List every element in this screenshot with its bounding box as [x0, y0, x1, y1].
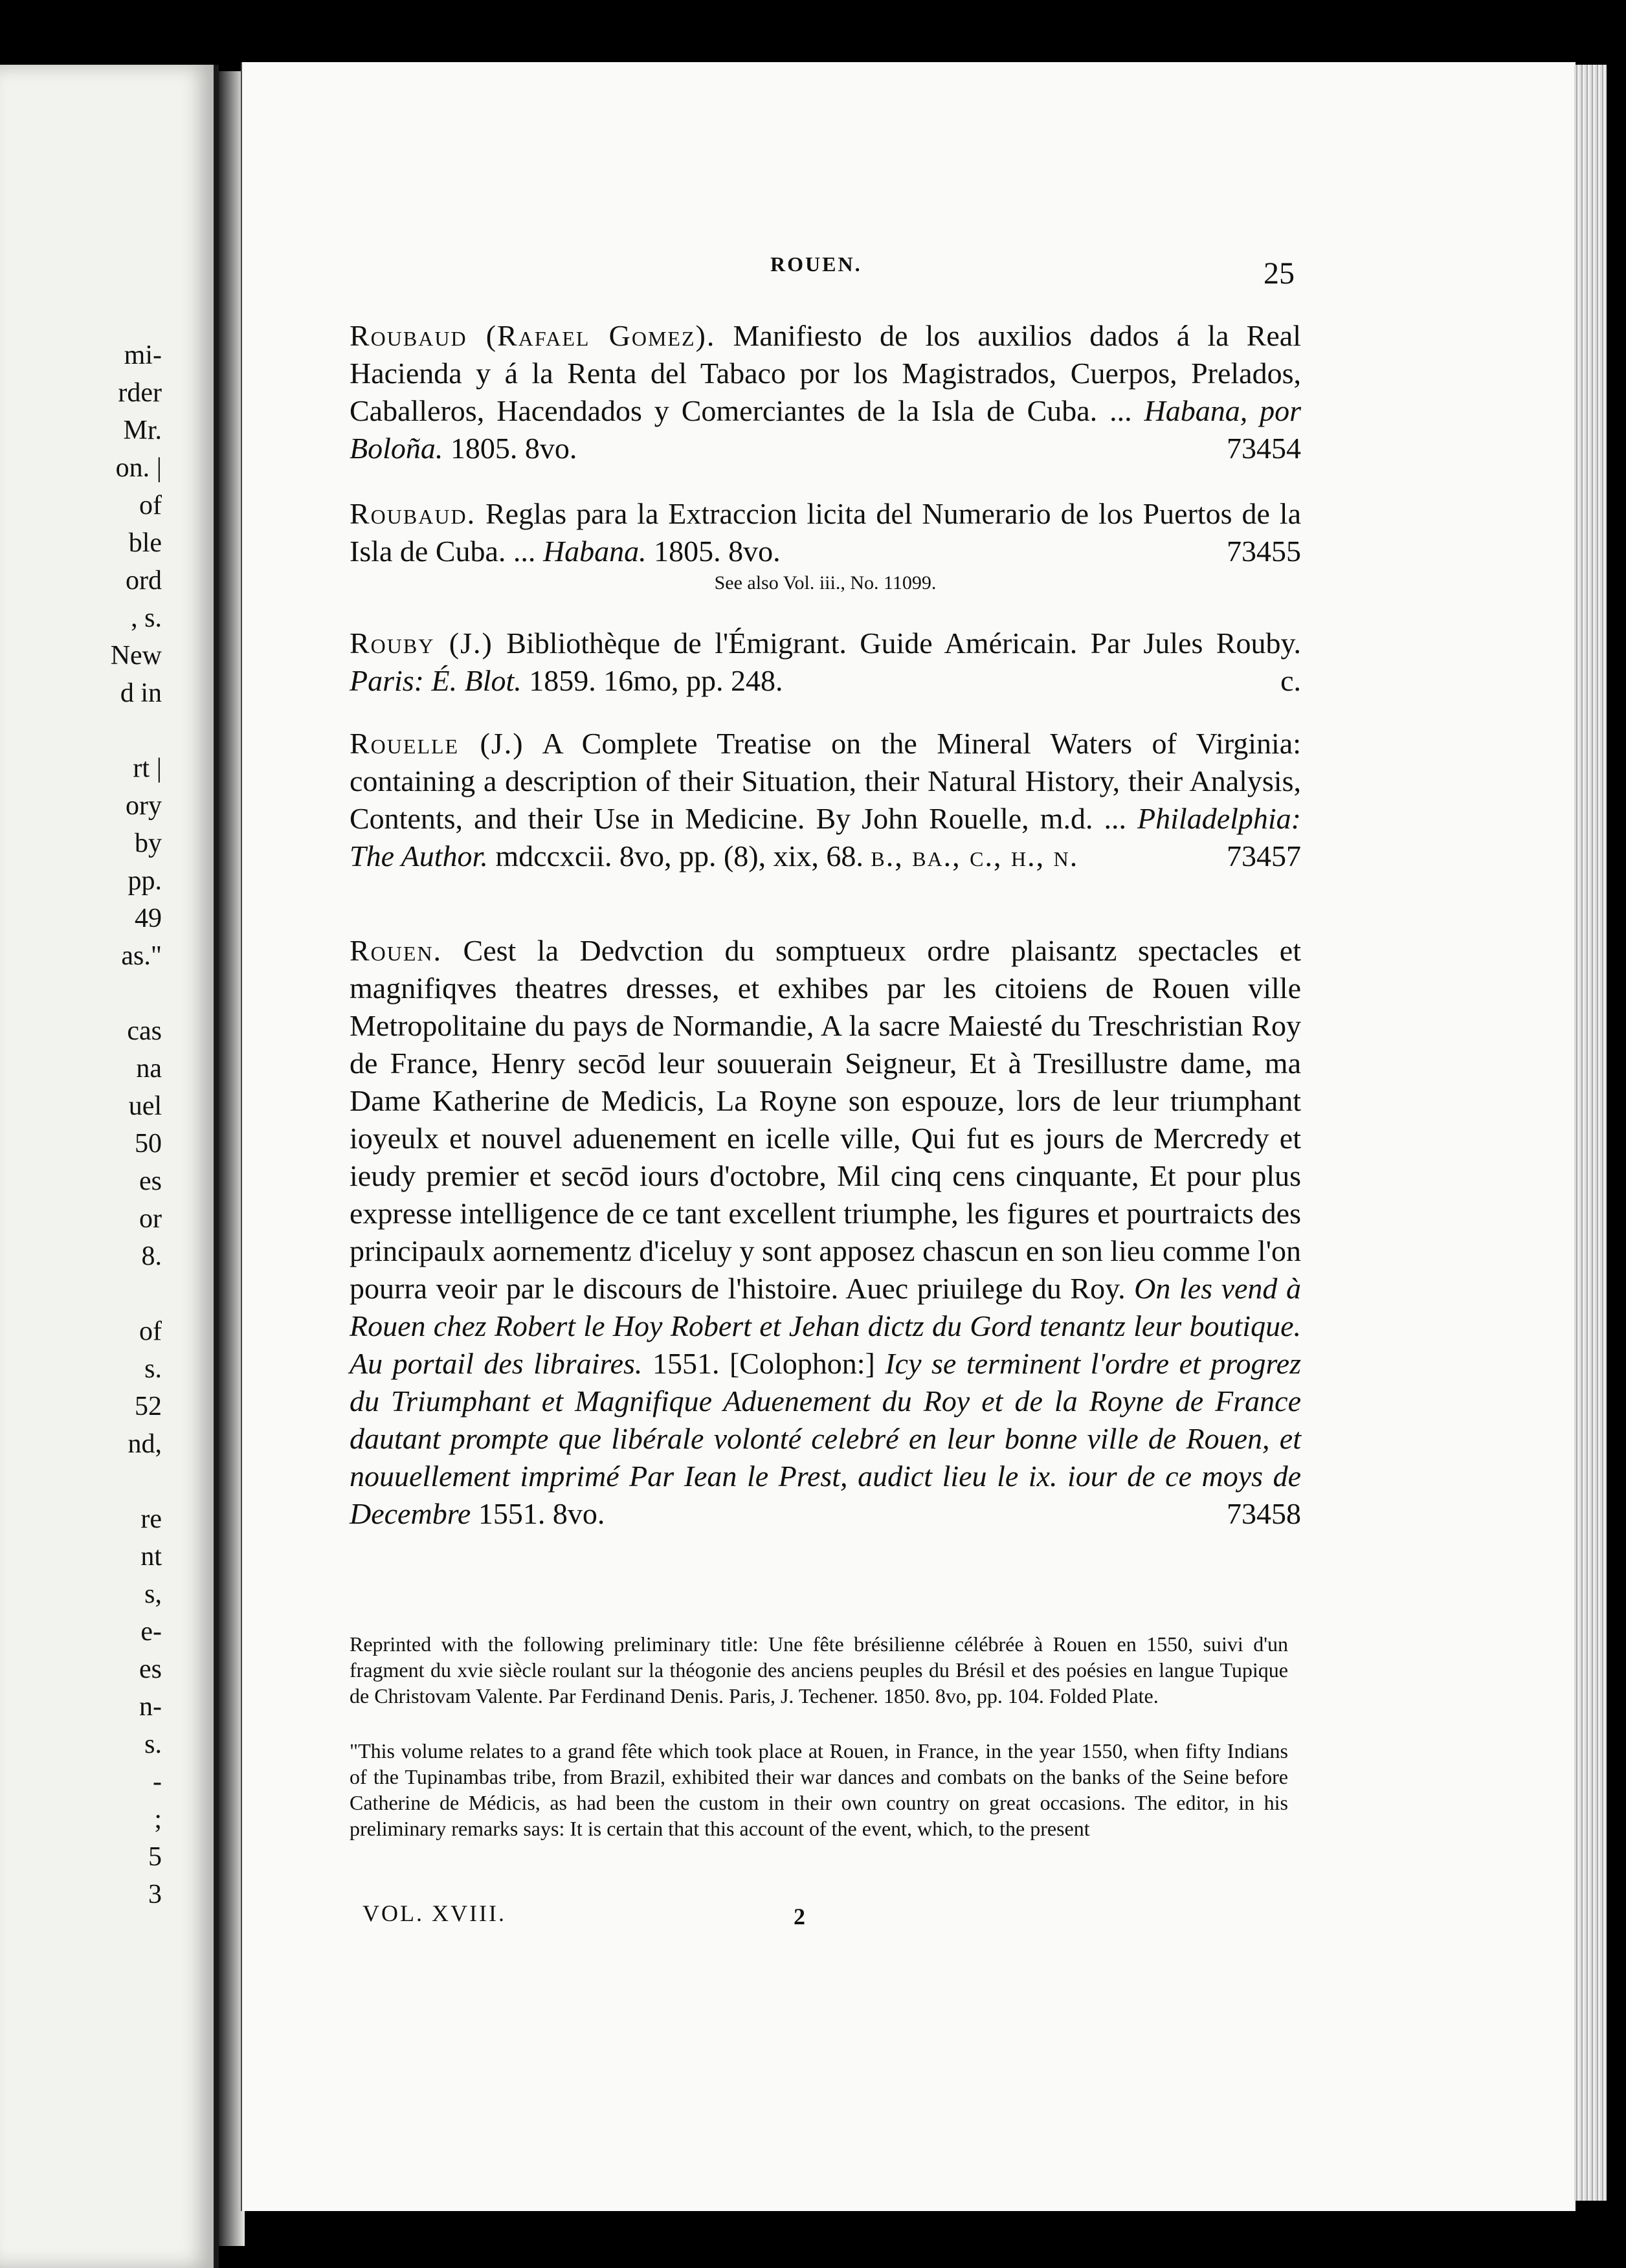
entry-imprint: Philadelphia: The Author.	[350, 802, 1301, 873]
left-page-fragment: es	[139, 1166, 162, 1196]
left-page-fragment	[0, 1275, 162, 1313]
left-page-fragment	[0, 975, 162, 1012]
note-quotation: "This volume relates to a grand fête which took place at Rouen, in France, in the year 1550, when fifty Indians of the Tupinambas tribe, from Brazil, exhibited their war dances and combats on the banks of the Seine before Catherine de Médicis, as had been the custom in their own country on great occasions. The editor, in his preliminary remarks says: It is certain that this account of the event, which, to the present	[350, 1739, 1288, 1840]
left-page-fragment: Mr.	[123, 416, 162, 445]
entry-rouby	[350, 625, 1301, 700]
left-page-fragment: e-	[140, 1617, 162, 1647]
entry-imprint: Habana.	[542, 535, 647, 568]
entry-text: Reglas para la Extraccion licita del Numerario de los Puertos de la Isla de Cuba. ...	[350, 497, 1301, 568]
entry-roubaud-reglas	[350, 495, 1301, 596]
left-page-fragment: as."	[121, 941, 162, 971]
entry-rouen	[350, 932, 1301, 1533]
left-page-text-fragments	[0, 337, 162, 1913]
entry-heading: Roubaud.	[350, 497, 476, 530]
left-page-fragment: or	[139, 1204, 162, 1234]
entry-number: 73455	[1227, 535, 1301, 568]
left-page-fragment: re	[140, 1504, 162, 1534]
left-page-fragment: 50	[135, 1129, 162, 1159]
left-page-fragment: s.	[144, 1354, 162, 1384]
left-page-fragment: -	[153, 1767, 162, 1797]
left-page-fragment: pp.	[128, 866, 162, 896]
left-page-fragment: uel	[128, 1091, 162, 1121]
entry-heading: Rouelle (J.)	[350, 727, 524, 760]
entry-text: Cest la Dedvction du somptueux ordre plaisantz spectacles et magnifiqves theatres dresses, et exhibes par les citoiens de Rouen ville Metropolitaine du pays de Normandie, A la sacre Maiesté du Treschristian Roy de France, Henry secōd leur souuerain Seigneur, Et à Tresillustre dame, ma Dame Katherine de Medicis, La Royne son espouze, lors de leur triumphant ioyeulx et nouvel aduenement en icelle ville, Qui fut es jours de Mercredy et ieudy premier et secōd iours d'octobre, Mil cinq cens cinquante, Et pour plus expresse intelligence de ce tant excellent triumphe, les figures et pourtraicts des principaulx aornementz d'iceluy y sont apposez chascun en son lieu comme l'on pourra veoir par le discours de l'histoire. Auec priuilege du Roy.	[350, 934, 1302, 1305]
entry-roubaud-manifiesto	[350, 317, 1301, 467]
entry-text: Manifiesto de los auxilios dados á la Real Hacienda y á la Renta del Tabaco por los Magistrados, Cuerpos, Prelados, Caballeros, Hacendados y Comerciantes de la Isla de Cuba. ...	[350, 319, 1301, 427]
left-page-fragment: of	[139, 1317, 162, 1346]
left-page-fragment: ;	[154, 1805, 162, 1834]
left-page-fragment: rt |	[133, 753, 162, 783]
left-page-fragment: mi-	[124, 340, 162, 370]
entry-number: 73458	[1227, 1497, 1301, 1530]
left-page-fragment: n-	[139, 1692, 162, 1722]
left-page-fragment: rder	[118, 378, 162, 408]
left-page-fragment: s,	[144, 1579, 162, 1609]
left-page-fragment: ory	[126, 791, 162, 821]
left-page-fragment: s.	[144, 1729, 162, 1759]
entry-locations: b., ba., c., h., n.	[871, 839, 1079, 873]
left-page-fragment	[0, 1463, 162, 1500]
left-page	[0, 65, 219, 2268]
entry-details: 1859. 16mo, pp. 248.	[529, 664, 783, 697]
left-page-fragment: 3	[148, 1880, 162, 1909]
left-page-fragment: 52	[135, 1392, 162, 1421]
entry-details: 1551. [Colophon:]	[652, 1347, 875, 1380]
entry-number: c.	[1280, 664, 1301, 697]
entry-imprint: Paris: É. Blot.	[350, 664, 522, 697]
left-page-fragment: of	[139, 491, 162, 520]
entry-number: 73457	[1227, 839, 1301, 873]
left-page-fragment: cas	[127, 1016, 162, 1046]
entry-rouelle	[350, 725, 1301, 875]
entry-text: Bibliothèque de l'Émigrant. Guide Américain. Par Jules Rouby.	[506, 627, 1301, 660]
entry-text: A Complete Treatise on the Mineral Waters of Virginia: containing a description of their Situation, their Natural History, their Analysis, Contents, and their Use in Medicine. By John Rouelle, m.d. ...	[350, 727, 1301, 835]
left-page-fragment: on. |	[115, 453, 162, 483]
left-page-fragment: New	[110, 641, 162, 671]
left-page-fragment: , s.	[131, 603, 162, 633]
entry-imprint: On les vend à Rouen chez Robert le Hoy Robert et Jehan dictz du Gord tenantz leur boutique. Au portail des libraires.	[350, 1272, 1301, 1380]
entry-colophon-end: 1551. 8vo.	[478, 1497, 605, 1530]
left-page-fragment: 5	[148, 1842, 162, 1872]
entry-heading: Rouby (J.)	[350, 627, 493, 660]
see-also-note: See also Vol. iii., No. 11099.	[714, 572, 937, 594]
note-reprint: Reprinted with the following preliminary title: Une fête brésilienne célébrée à Rouen en 1550, suivi d'un fragment du xvie siècle roulant sur la théogonie des anciens peuples du Brésil et des poésies en langue Tupique de Christovam Valente. Par Ferdinand Denis. Paris, J. Techener. 1850. 8vo, pp. 104. Folded Plate.	[350, 1632, 1288, 1707]
left-page-fragment: nd,	[128, 1429, 162, 1459]
footer-signature: 2	[794, 1904, 805, 1929]
footer-volume: VOL. XVIII.	[362, 1900, 506, 1926]
entry-details: mdccxcii. 8vo, pp. (8), xix, 68.	[495, 839, 863, 873]
left-page-fragment: es	[139, 1654, 162, 1684]
entry-imprint: Habana, por Boloña.	[350, 394, 1302, 465]
page-number: 25	[1264, 256, 1295, 291]
left-page-fragment: na	[136, 1054, 162, 1084]
left-page-fragment: ble	[128, 528, 162, 558]
entry-heading: Roubaud (Rafael Gomez).	[350, 319, 716, 352]
running-head: ROUEN.	[770, 252, 862, 276]
entry-number: 73454	[1227, 432, 1301, 465]
left-page-fragment: d in	[120, 678, 162, 708]
entry-details: 1805. 8vo.	[654, 535, 781, 568]
entry-details: 1805. 8vo.	[450, 432, 577, 465]
left-page-fragment: nt	[140, 1542, 162, 1572]
left-page-fragment: 8.	[141, 1241, 162, 1271]
page-edges	[1574, 65, 1607, 2201]
left-page-fragment: 49	[135, 904, 162, 933]
left-page-fragment: ord	[126, 566, 162, 595]
entry-heading: Rouen.	[350, 934, 443, 967]
left-page-fragment	[0, 712, 162, 750]
entry-colophon: Icy se terminent l'ordre et progrez du Triumphant et Magnifique Aduenement du Roy et de la Royne de France dautant prompte que libérale volonté celebré en leur bonne ville de Rouen, et nouuellement imprimé Par Iean le Prest, audict lieu le ix. iour de ce moys de Decembre	[350, 1347, 1301, 1530]
left-page-fragment: by	[135, 828, 162, 858]
